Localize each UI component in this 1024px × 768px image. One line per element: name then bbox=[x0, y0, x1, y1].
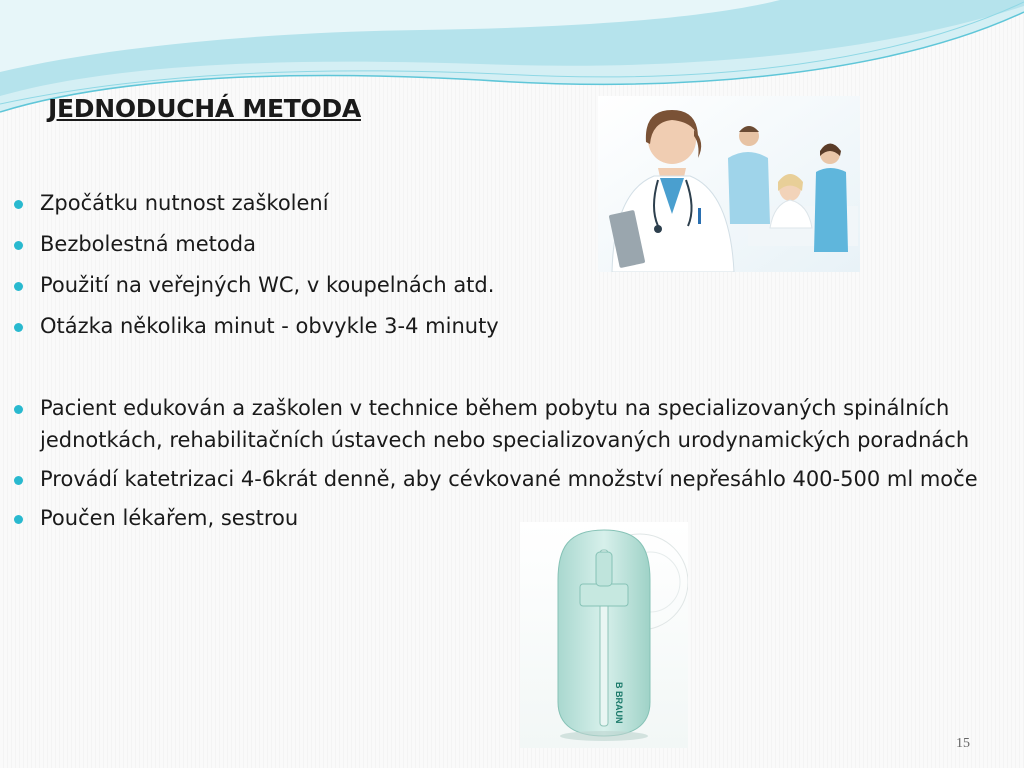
bullet-item: Použití na veřejných WC, v koupelnách atd. bbox=[6, 269, 576, 301]
bullet-list-top bbox=[6, 187, 576, 351]
bullet-item: Bezbolestná metoda bbox=[6, 228, 576, 260]
bullet-item: Zpočátku nutnost zaškolení bbox=[6, 187, 576, 219]
doctors-photo bbox=[598, 96, 860, 272]
bullet-item: Pacient edukován a zaškolen v technice během pobytu na specializovaných spinálních jednotkách, rehabilitačních ústavech nebo specializovaných urodynamických poradnách bbox=[6, 392, 1006, 456]
bullet-item: Poučen lékařem, sestrou bbox=[6, 502, 1006, 534]
slide-title: JEDNODUCHÁ METODA bbox=[48, 94, 361, 123]
page-number: 15 bbox=[956, 736, 970, 751]
catheter-photo bbox=[520, 522, 688, 748]
bullet-item: Otázka několika minut - obvykle 3-4 minuty bbox=[6, 310, 576, 342]
bullet-list-bottom bbox=[6, 392, 1006, 541]
catheter-brand-text: B BRAUN bbox=[614, 682, 624, 724]
bullet-item: Provádí katetrizaci 4-6krát denně, aby cévkované množství nepřesáhlo 400-500 ml moče bbox=[6, 463, 1006, 495]
